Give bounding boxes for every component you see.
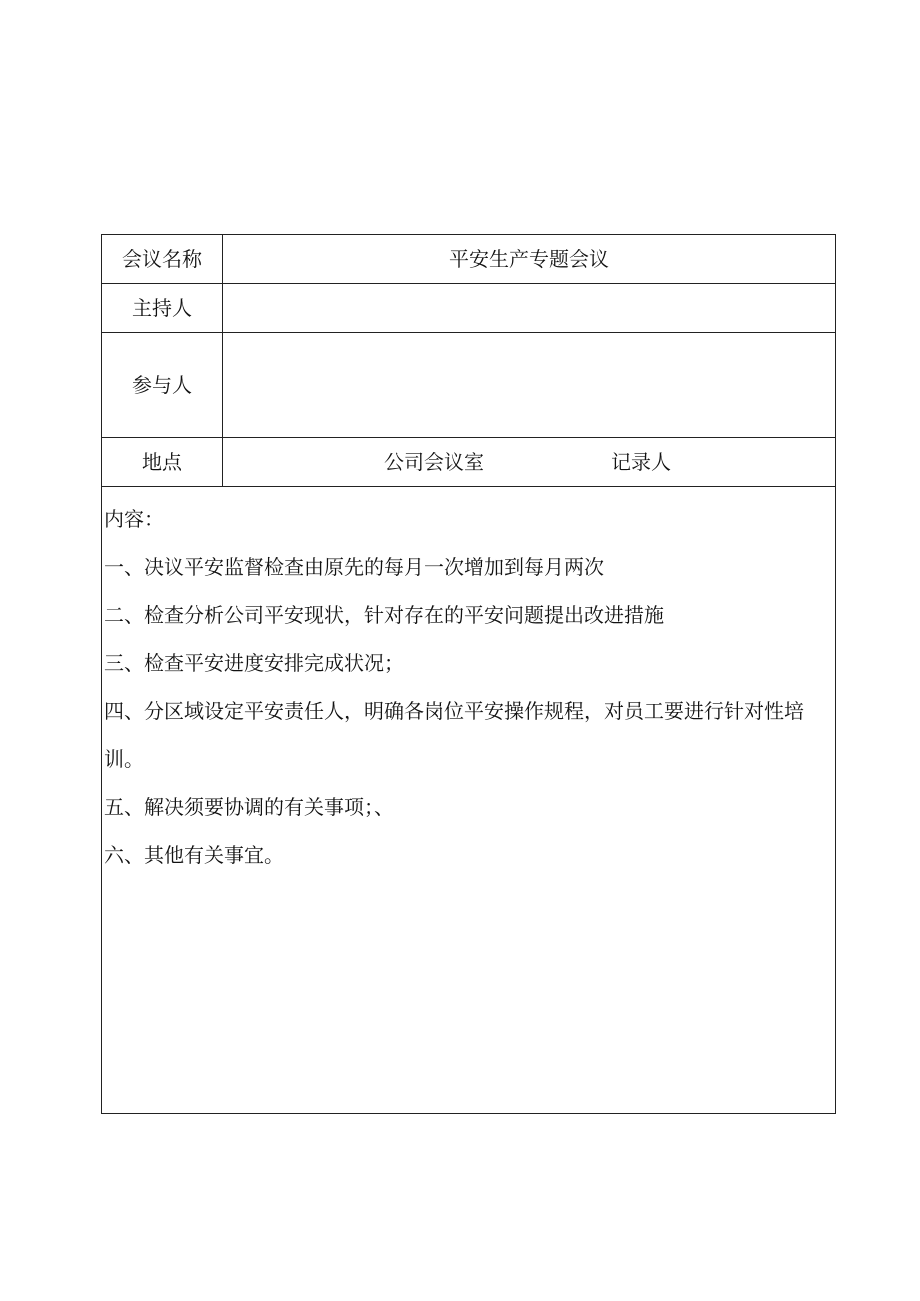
content-row	[102, 487, 836, 1114]
content-item-3: 三、检查平安进度安排完成状况；	[104, 651, 404, 675]
host-value	[223, 284, 836, 333]
host-row	[102, 284, 836, 333]
recorder-label: 记录人	[611, 450, 671, 474]
location-recorder-cell	[223, 438, 836, 487]
participants-row	[102, 333, 836, 438]
location-label: 地点	[102, 438, 223, 487]
content-item-5: 五、解决须要协调的有关事项；、	[104, 795, 394, 819]
participants-value	[223, 333, 836, 438]
host-label: 主持人	[102, 284, 223, 333]
meeting-minutes-table	[101, 234, 836, 1114]
content-item-4: 四、分区域设定平安责任人，明确各岗位平安操作规程，对员工要进行针对性培训。	[104, 699, 804, 771]
content-item-2: 二、检查分析公司平安现状，针对存在的平安问题提出改进措施	[104, 603, 664, 627]
location-value: 公司会议室	[384, 450, 484, 474]
location-row	[102, 438, 836, 487]
meeting-name-label: 会议名称	[102, 235, 223, 284]
meeting-name-value: 平安生产专题会议	[223, 235, 836, 284]
content-item-6: 六、其他有关事宜。	[104, 843, 284, 867]
content-cell	[102, 487, 836, 1114]
content-item-1: 一、决议平安监督检查由原先的每月一次增加到每月两次	[104, 555, 604, 579]
participants-label: 参与人	[102, 333, 223, 438]
meeting-name-row	[102, 235, 836, 284]
content-heading: 内容：	[104, 507, 164, 531]
